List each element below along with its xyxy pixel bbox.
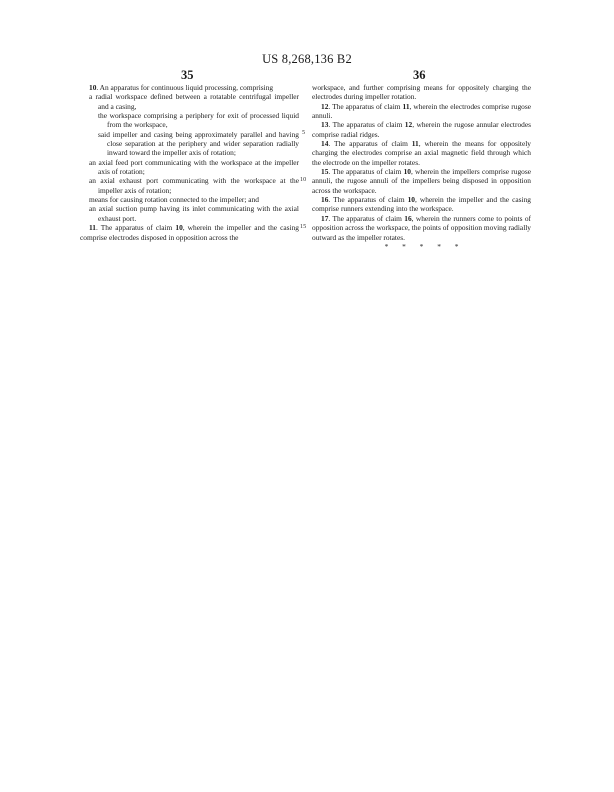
claim-element: the workspace comprising a periphery for exit of processed liquid from the workspace, (98, 111, 299, 130)
claim-15 (312, 167, 531, 195)
left-column (80, 83, 299, 242)
claim-reference: 12 (404, 120, 413, 130)
claim-12 (312, 102, 531, 121)
line-number: 5 (302, 129, 306, 136)
claim-element: an axial exhaust port communicating with the workspace at the impeller axis of rotation; (89, 176, 299, 195)
claim-text: . The apparatus of claim (328, 101, 403, 111)
claim-16 (312, 195, 531, 214)
claim-text: , wherein the means for oppositely charging the electrodes comprise an axial magnetic field through which the electrode on the impeller rotates. (312, 139, 531, 167)
claim-number: 16 (321, 195, 329, 205)
line-number: 10 (300, 176, 307, 183)
claim-number: 14 (321, 139, 329, 149)
claim-element: means for causing rotation connected to the impeller; and (89, 195, 259, 205)
claim-14 (312, 139, 531, 167)
claim-number: 12 (321, 101, 329, 111)
claim-reference: 10 (175, 223, 183, 233)
claim-number: 17 (321, 213, 329, 223)
claim-11 (80, 223, 299, 242)
end-of-document-marker: * * * * * (384, 241, 465, 251)
patent-number: US 8,268,136 B2 (262, 52, 352, 66)
claim-text: , wherein the electrodes comprise rugose annuli. (312, 101, 531, 121)
claim-element: an axial feed port communicating with the workspace at the impeller axis of rotation; (89, 157, 299, 177)
line-number: 15 (300, 223, 307, 230)
claim-text: . The apparatus of claim (328, 120, 405, 130)
claim-text: , wherein the impellers comprise rugose annuli, the rugose annuli of the impellers being disposed in opposition across the workspace. (312, 167, 531, 195)
claim-text: , wherein the impeller and the casing comprise electrodes disposed in opposition across the (80, 223, 299, 242)
claim-number: 10 (89, 83, 97, 92)
claim-text: . The apparatus of claim (328, 139, 412, 149)
claim-element: a radial workspace defined between a rotatable centrifugal impeller and a casing, (89, 92, 299, 111)
claim-number: 11 (89, 223, 96, 233)
claim-text: . The apparatus of claim (328, 213, 405, 223)
claim-10 (80, 83, 299, 92)
claim-reference: 10 (407, 195, 415, 205)
column-number-right: 36 (413, 68, 426, 82)
column-number-left: 35 (181, 68, 194, 82)
claim-text: . An apparatus for continuous liquid processing, comprising (96, 83, 274, 92)
claim-element: an axial suction pump having its inlet communicating with the axial exhaust port. (89, 204, 299, 223)
claim-number: 15 (321, 167, 329, 177)
claim-text: , wherein the rugose annular electrodes comprise radial ridges. (312, 120, 531, 139)
right-column (312, 83, 531, 251)
claim-reference: 10 (403, 167, 411, 177)
claim-text: , wherein the impeller and the casing comprise runners extending into the workspace. (312, 195, 531, 214)
claim-13 (312, 120, 531, 139)
claim-reference: 16 (404, 213, 412, 223)
claim-text: . The apparatus of claim (95, 223, 176, 233)
claim-reference: 11 (411, 139, 419, 149)
claim-number: 13 (321, 120, 329, 130)
claim-text: . The apparatus of claim (328, 167, 404, 177)
claim-text: , wherein the runners come to points of opposition across the workspace, the points of opposition moving radially outward as the impeller rotates. (312, 213, 531, 242)
claim-element: said impeller and casing being approximately parallel and having close separation at the periphery and wider separation radially inward toward the impeller axis of rotation; (98, 129, 299, 158)
claim-reference: 11 (402, 101, 410, 111)
claim-11-continued: workspace, and further comprising means for oppositely charging the electrodes during impeller rotation. (312, 83, 531, 102)
claim-text: . The apparatus of claim (328, 195, 408, 205)
claim-17 (312, 214, 531, 242)
